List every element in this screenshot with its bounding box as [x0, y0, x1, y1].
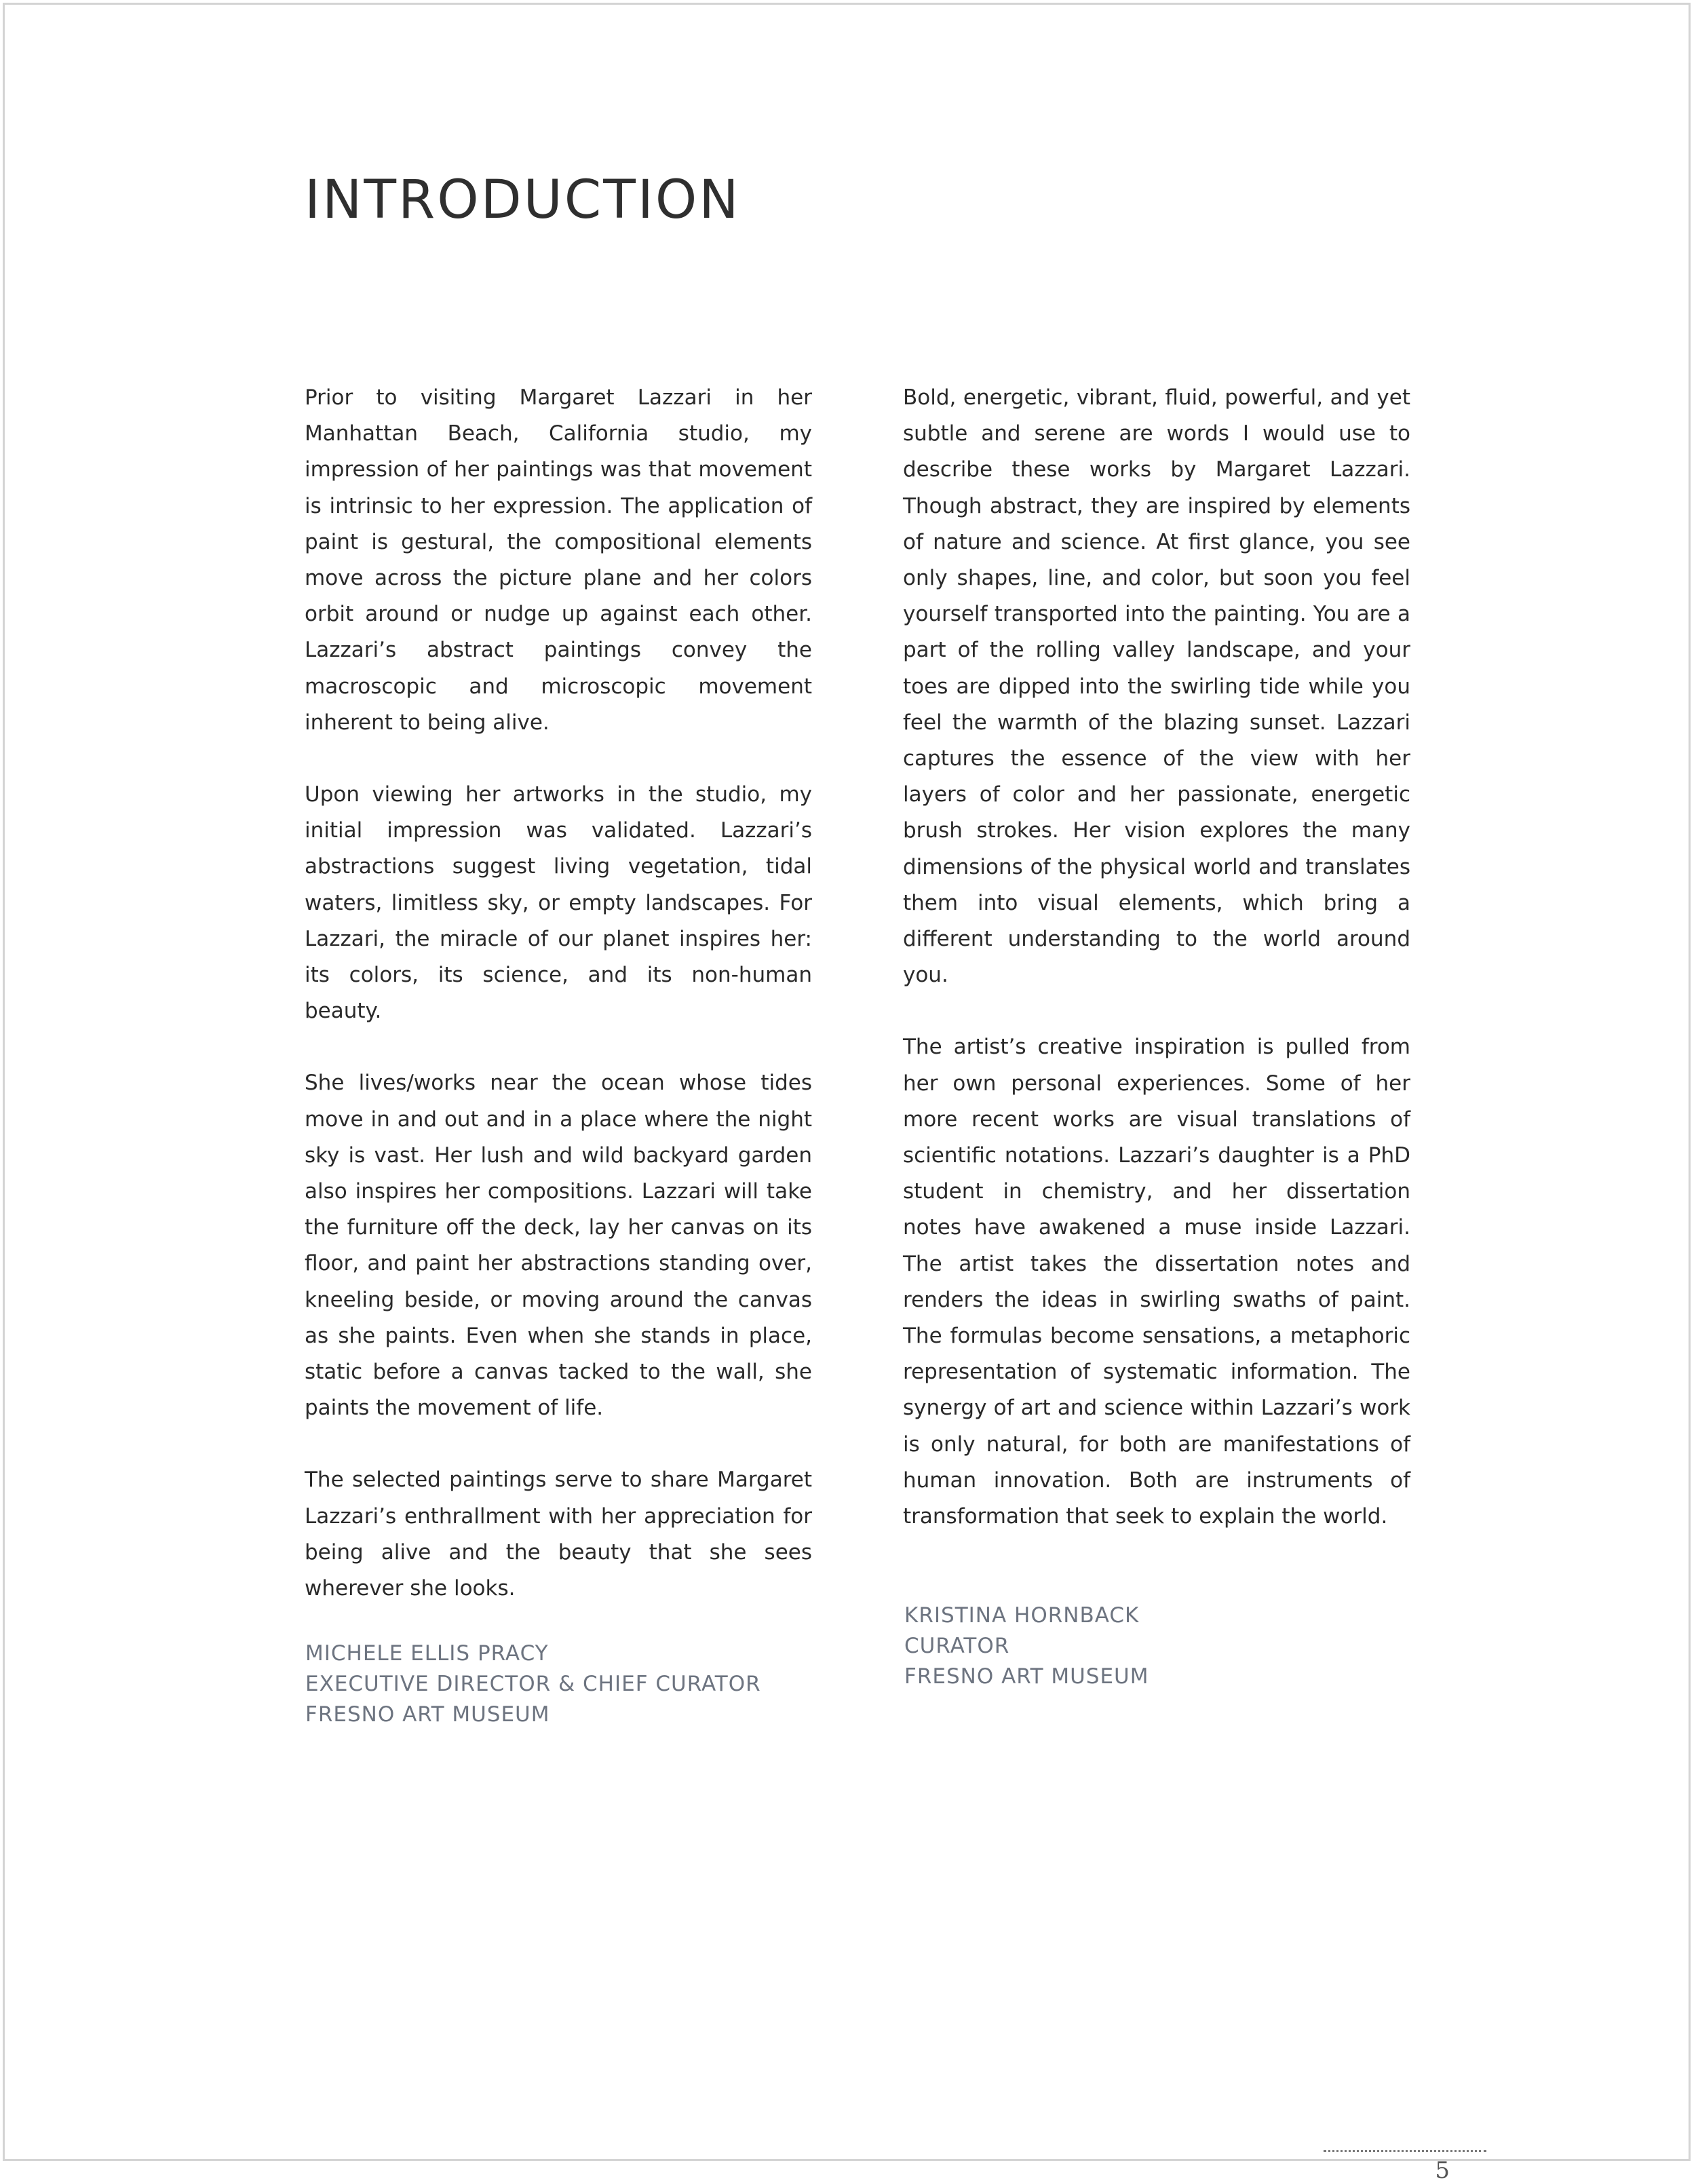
- paragraph: The selected paintings serve to share Margaret Lazzari’s enthrallment with her appreciation for being alive and the beauty that she sees wherever she looks.: [305, 1468, 812, 1601]
- page-number-divider: [1324, 2150, 1486, 2152]
- signature-org: FRESNO ART MUSEUM: [904, 1664, 1149, 1689]
- page-title: INTRODUCTION: [305, 170, 741, 231]
- document-page: [3, 3, 1691, 2184]
- signature-name: MICHELE ELLIS PRACY: [305, 1641, 549, 1666]
- page-number: 5: [1435, 2157, 1450, 2184]
- paragraph: Bold, energetic, vibrant, fluid, powerful, and yet subtle and serene are words I would use to describe these works by Margaret Lazzari. Though abstract, they are inspired by elements of nature and science. At first glance, you see only shapes, line, and color, but soon you feel yourself transported into the painting. You are a part of the rolling valley landscape, and your toes are dipped into the swirling tide while you feel the warmth of the blazing sunset. Lazzari captures the essence of the view with her layers of color and her passionate, energetic brush strokes. Her vision explores the many dimensions of the physical world and translates them into visual elements, which bring a different understanding to the world around you.: [903, 385, 1410, 988]
- signature-left: [305, 1639, 821, 1730]
- paragraph: She lives/works near the ocean whose tides move in and out and in a place where the night sky is vast. Her lush and wild backyard garden also inspires her compositions. Lazzari will take the furniture off the deck, lay her canvas on its floor, and paint her abstractions standing over, kneeling beside, or moving around the canvas as she paints. Even when she stands in place, static before a canvas tacked to the wall, she paints the movement of life.: [305, 1071, 812, 1421]
- signature-role: CURATOR: [904, 1634, 1010, 1658]
- signature-name: KRISTINA HORNBACK: [904, 1603, 1140, 1628]
- signature-right: [904, 1601, 1420, 1692]
- paragraph: Upon viewing her artworks in the studio, my initial impression was validated. Lazzari’s abstractions suggest living vegetation, tidal waters, limitless sky, or empty landscapes. For Lazzari, the miracle of our planet inspires her: its colors, its science, and its non-human beauty.: [305, 782, 812, 1024]
- left-column: [305, 380, 812, 1607]
- paragraph: The artist’s creative inspiration is pulled from her own personal experiences. Some of her more recent works are visual translations of scientific notations. Lazzari’s daughter is a PhD student in chemistry, and her dissertation notes have awakened a muse inside Lazzari. The artist takes the dissertation notes and renders the ideas in swirling swaths of paint. The formulas become sensations, a metaphoric representation of systematic information. The synergy of art and science within Lazzari’s work is only natural, for both are manifestations of human innovation. Both are instruments of transformation that seek to explain the world.: [903, 1035, 1410, 1529]
- signature-org: FRESNO ART MUSEUM: [305, 1702, 550, 1727]
- right-column: [903, 380, 1410, 1535]
- signature-role: EXECUTIVE DIRECTOR & CHIEF CURATOR: [305, 1672, 761, 1696]
- paragraph: Prior to visiting Margaret Lazzari in her Manhattan Beach, California studio, my impression of her paintings was that movement is intrinsic to her expression. The application of paint is gestural, the compositional elements move across the picture plane and her colors orbit around or nudge up against each other. Lazzari’s abstract paintings convey the macroscopic and microscopic movement inherent to being alive.: [305, 385, 812, 735]
